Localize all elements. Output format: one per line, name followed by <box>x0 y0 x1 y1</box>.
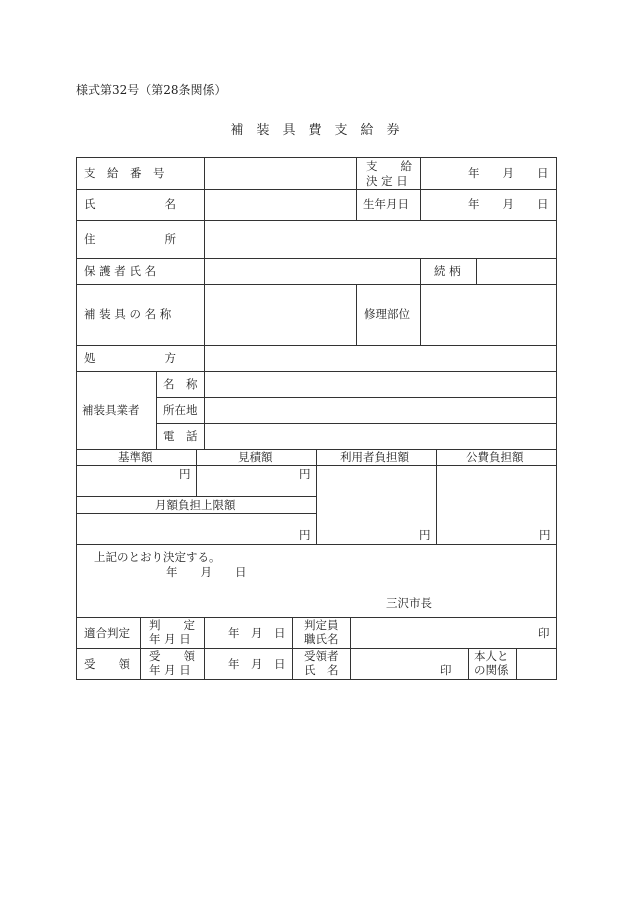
judgment-date-field[interactable]: 年 月 日 <box>228 626 286 640</box>
seal-mark: 印 <box>440 663 452 677</box>
col-line <box>204 617 205 679</box>
guardian-name-label: 保 護 者 氏 名 <box>84 264 157 278</box>
judgment-date-label-2: 年 月 日 <box>149 632 191 646</box>
device-name-field[interactable] <box>205 285 356 345</box>
public-burden-label: 公費負担額 <box>466 450 524 464</box>
form-number: 様式第32号（第28条関係） <box>76 83 227 97</box>
birthdate-label: 生年月日 <box>363 197 409 211</box>
decision-statement-date: 年 月 日 <box>166 565 247 579</box>
suitability-label: 適合判定 <box>84 626 130 640</box>
relationship-field[interactable] <box>477 259 556 284</box>
guardian-name-field[interactable] <box>205 259 420 284</box>
receipt-date-field[interactable]: 年 月 日 <box>228 657 286 671</box>
judgment-date-label-1: 判 定 <box>149 618 195 632</box>
seal-mark: 印 <box>538 626 550 640</box>
address-label: 住 所 <box>84 232 176 246</box>
judge-name-field[interactable] <box>351 618 556 648</box>
border-left <box>76 157 77 680</box>
name-label: 氏 名 <box>84 197 176 211</box>
mayor-signature: 三沢市長 <box>386 596 432 610</box>
support-number-field[interactable] <box>205 158 356 189</box>
yen-unit: 円 <box>299 467 311 481</box>
repair-part-field[interactable] <box>421 285 556 345</box>
col-line <box>420 157 421 220</box>
row-line <box>76 544 557 545</box>
decision-date-label-1: 支 給 <box>366 159 412 173</box>
address-field[interactable] <box>205 221 556 258</box>
decision-statement: 上記のとおり決定する。 <box>94 550 221 564</box>
prescription-label: 処 方 <box>84 351 176 365</box>
col-line <box>356 157 357 220</box>
name-field[interactable] <box>205 190 356 220</box>
support-number-label: 支 給 番 号 <box>84 166 165 180</box>
decision-date-label-2: 決 定 日 <box>366 174 408 188</box>
col-line <box>468 648 469 679</box>
device-name-label: 補 装 具 の 名 称 <box>84 307 172 321</box>
judge-label-1: 判定員 <box>304 618 339 632</box>
yen-unit: 円 <box>179 467 191 481</box>
repair-part-label: 修理部位 <box>364 307 410 321</box>
border-right <box>556 157 557 680</box>
base-amount-label: 基準額 <box>118 450 153 464</box>
col-line <box>356 284 357 345</box>
decision-date-field[interactable]: 年 月 日 <box>468 166 549 180</box>
vendor-label: 補装具業者 <box>82 403 140 417</box>
receiver-label-2: 氏 名 <box>304 663 339 677</box>
judge-label-2: 職氏名 <box>304 632 339 646</box>
estimate-amount-label: 見積額 <box>238 450 273 464</box>
vendor-phone-field[interactable] <box>205 424 556 449</box>
relation-label-2: の関係 <box>474 663 509 677</box>
yen-unit: 円 <box>419 528 431 542</box>
receiver-label-1: 受領者 <box>304 649 339 663</box>
relationship-label: 続 柄 <box>434 264 461 278</box>
vendor-name-label: 名 称 <box>163 377 198 391</box>
col-line <box>292 617 293 679</box>
receipt-label: 受 領 <box>84 657 130 671</box>
relation-label-1: 本人と <box>474 649 509 663</box>
row-line <box>76 679 557 680</box>
receipt-date-label-1: 受 領 <box>149 649 195 663</box>
vendor-location-label: 所在地 <box>163 403 198 417</box>
col-line <box>420 258 421 284</box>
row-line <box>76 496 316 497</box>
yen-unit: 円 <box>539 528 551 542</box>
monthly-cap-field[interactable] <box>77 514 316 544</box>
user-burden-label: 利用者負担額 <box>340 450 409 464</box>
vendor-phone-label: 電 話 <box>163 429 198 443</box>
vendor-location-field[interactable] <box>205 398 556 423</box>
vendor-name-field[interactable] <box>205 372 556 397</box>
col-line <box>156 371 157 449</box>
yen-unit: 円 <box>299 528 311 542</box>
monthly-cap-label: 月額負担上限額 <box>155 498 236 512</box>
receipt-date-label-2: 年 月 日 <box>149 663 191 677</box>
prescription-field[interactable] <box>205 346 556 371</box>
col-line <box>140 617 141 679</box>
page-title: 補装具費支給券 <box>230 123 413 138</box>
relation-field[interactable] <box>517 649 556 679</box>
birthdate-field[interactable]: 年 月 日 <box>468 197 549 211</box>
